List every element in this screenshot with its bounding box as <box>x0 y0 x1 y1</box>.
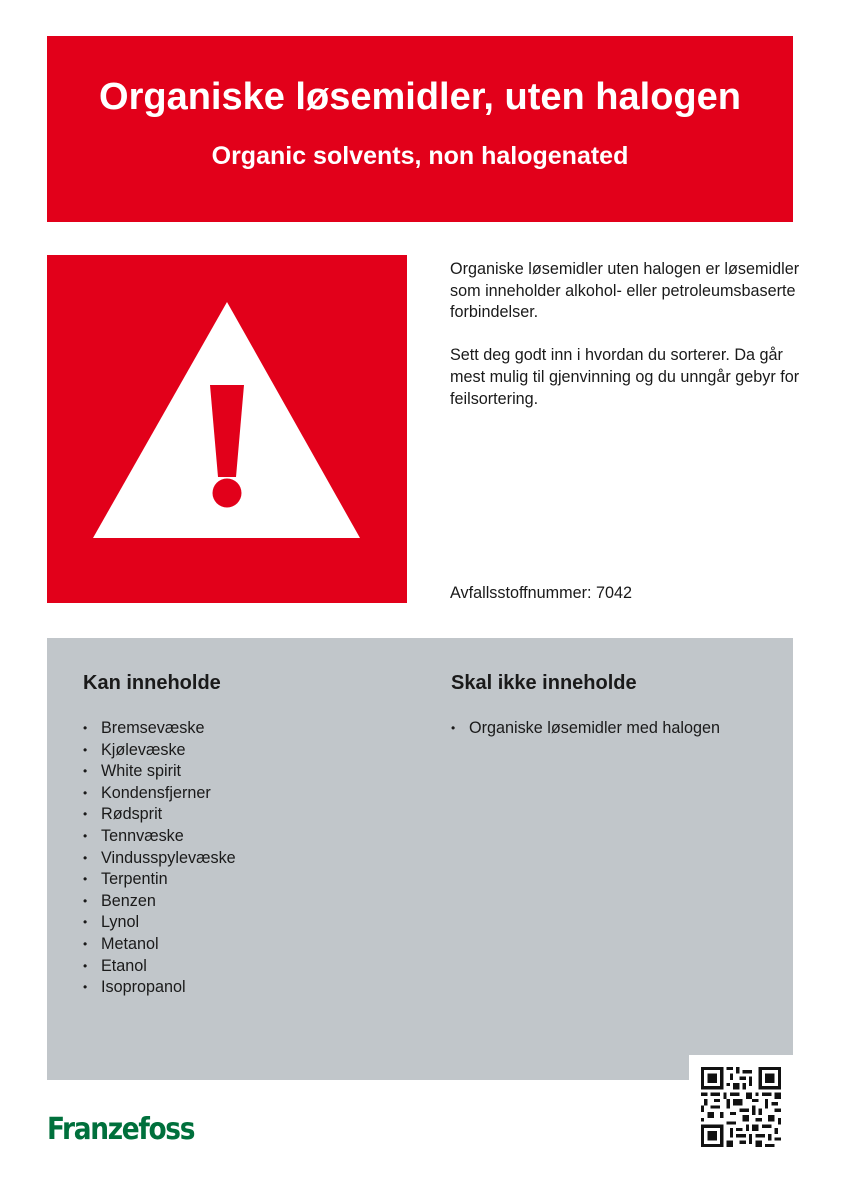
list-item <box>83 956 413 978</box>
bullet-icon: • <box>83 764 88 779</box>
list-item <box>83 977 413 999</box>
list-item <box>83 891 413 913</box>
list-item <box>83 718 413 740</box>
list-item-label: Organiske løsemidler med halogen <box>469 719 721 737</box>
list-item-label: Kondensfjerner <box>101 783 211 802</box>
list-item <box>83 804 413 826</box>
list-item <box>83 783 413 805</box>
warning-panel <box>47 255 407 603</box>
list-item <box>83 869 413 891</box>
qr-code-icon <box>701 1067 781 1147</box>
list-item <box>83 740 413 762</box>
list-item-label: Kjølevæske <box>101 740 186 759</box>
bullet-icon: • <box>83 980 88 995</box>
list-item-label: Lynol <box>101 913 140 932</box>
qr-code <box>689 1055 793 1155</box>
list-item <box>83 934 413 956</box>
list-item-label: Etanol <box>101 956 147 975</box>
bullet-icon: • <box>83 785 88 800</box>
contents-panel <box>47 638 793 1080</box>
bullet-icon: • <box>83 872 88 887</box>
list-item-label: Bremsevæske <box>101 719 205 737</box>
list-item-label: Isopropanol <box>101 978 186 997</box>
list-item-label: White spirit <box>101 762 182 781</box>
header-banner <box>47 36 793 222</box>
list-item-label: Benzen <box>101 891 156 910</box>
title-norwegian: Organiske løsemidler, uten halogen <box>99 76 741 118</box>
list-item <box>83 912 413 934</box>
list-item <box>83 761 413 783</box>
waste-number: Avfallsstoffnummer: 7042 <box>450 584 633 602</box>
bullet-icon: • <box>83 807 88 822</box>
bullet-icon: • <box>83 828 88 843</box>
list-item <box>451 718 781 740</box>
must-not-contain-list <box>451 718 781 740</box>
list-item-label: Rødsprit <box>101 805 163 824</box>
may-contain-list <box>83 718 413 999</box>
list-item-label: Vindusspylevæske <box>101 848 236 867</box>
bullet-icon: • <box>83 742 88 757</box>
bullet-icon: • <box>83 936 88 951</box>
bullet-icon: • <box>83 850 88 865</box>
must-not-contain-heading: Skal ikke inneholde <box>451 672 637 694</box>
may-contain-heading: Kan inneholde <box>83 672 221 694</box>
bullet-icon: • <box>83 915 88 930</box>
description-paragraph-2: Sett deg godt inn i hvordan du sorterer. Da går mest mulig til gjenvinning og du unngår gebyr for feilsortering. <box>450 346 800 408</box>
bullet-icon: • <box>83 958 88 973</box>
may-contain-column <box>83 670 413 999</box>
list-item-label: Terpentin <box>101 870 168 889</box>
description <box>450 259 800 432</box>
must-not-contain-column <box>451 670 781 740</box>
list-item-label: Tennvæske <box>101 826 184 845</box>
description-paragraph-1: Organiske løsemidler uten halogen er løsemidler som inneholder alkohol- eller petroleumsbaserte forbindelser. <box>450 260 800 322</box>
warning-triangle-exclamation-icon <box>47 255 407 603</box>
title-english: Organic solvents, non halogenated <box>211 142 629 170</box>
bullet-icon: • <box>83 893 88 908</box>
list-item <box>83 826 413 848</box>
list-item <box>83 848 413 870</box>
franzefoss-logo: Franzefoss <box>47 1112 195 1147</box>
bullet-icon: • <box>83 721 88 735</box>
list-item-label: Metanol <box>101 934 159 953</box>
bullet-icon: • <box>451 721 456 735</box>
